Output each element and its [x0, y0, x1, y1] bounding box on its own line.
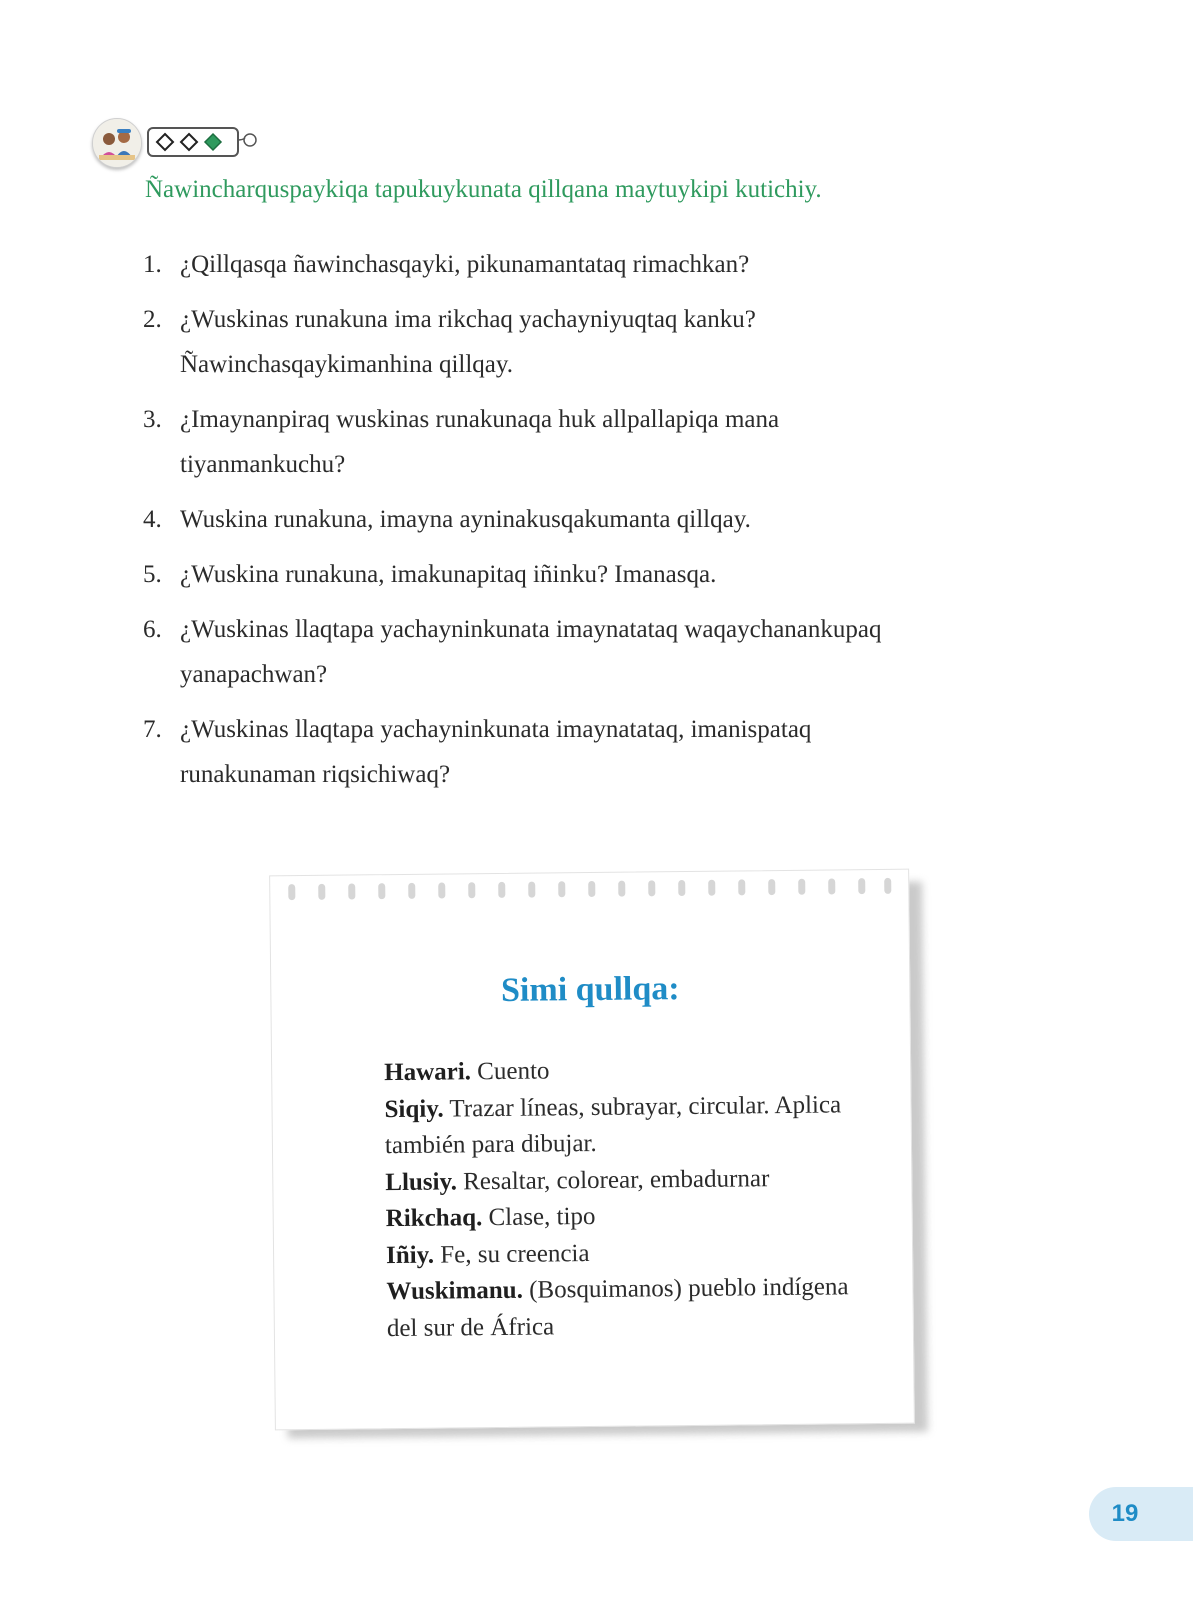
- question-number: 4.: [143, 506, 162, 533]
- question-text: Wuskina runakuna, imayna ayninakusqakumanta qillqay.: [180, 506, 751, 533]
- glossary-note: [269, 869, 915, 1431]
- question-number: 3.: [143, 406, 162, 433]
- glossary-term: Hawari.: [384, 1058, 472, 1087]
- page-number-tab: [1089, 1487, 1193, 1541]
- question-item: [143, 707, 1043, 797]
- question-number: 6.: [143, 616, 162, 643]
- question-text: ¿Wuskinas llaqtapa yachayninkunata imaynatataq, imanispataq: [180, 716, 812, 743]
- question-item: [143, 297, 1043, 387]
- question-text: ¿Wuskinas llaqtapa yachayninkunata imaynatataq waqaychanankupaq: [180, 616, 882, 643]
- question-item: [143, 242, 1043, 287]
- question-text-continued: tiyanmankuchu?: [180, 451, 346, 478]
- glossary-definition: Fe, su creencia: [440, 1239, 590, 1269]
- students-avatar-icon: [92, 118, 142, 168]
- glossary-term: Iñiy.: [385, 1241, 435, 1269]
- glossary-entries: [384, 1050, 857, 1347]
- glossary-title: Simi qullqa:: [500, 970, 680, 1009]
- page-number: 19: [1111, 1500, 1139, 1527]
- question-number: 1.: [143, 251, 162, 278]
- question-item: [143, 397, 1043, 487]
- question-text-continued: Ñawinchasqaykimanhina qillqay.: [180, 351, 514, 378]
- question-text: ¿Imaynanpiraq wuskinas runakunaqa huk allpallapiqa mana: [180, 406, 780, 433]
- glossary-entry: [384, 1050, 854, 1091]
- glossary-definition: Trazar líneas, subrayar, circular. Aplica también para dibujar.: [384, 1090, 842, 1160]
- question-text-continued: yanapachwan?: [180, 661, 328, 688]
- activity-instruction: Ñawincharquspaykiqa tapukuykunata qillqana maytuykipi kutichiy.: [145, 176, 822, 203]
- glossary-entry: [386, 1269, 857, 1347]
- question-number: 2.: [143, 306, 162, 333]
- activity-header-icons: [92, 118, 272, 168]
- question-item: [143, 552, 1043, 597]
- question-item: [143, 497, 1043, 542]
- glossary-entry: [384, 1087, 855, 1165]
- glossary-term: Siqiy.: [384, 1095, 444, 1123]
- glossary-definition: Cuento: [477, 1057, 550, 1086]
- question-item: [143, 607, 1043, 697]
- question-text-continued: runakunaman riqsichiwaq?: [180, 761, 451, 788]
- glossary-entry: [386, 1196, 856, 1237]
- glossary-definition: Resaltar, colorear, embadurnar: [463, 1164, 770, 1195]
- question-text: ¿Wuskinas runakuna ima rikchaq yachayniyuqtaq kanku?: [180, 306, 756, 333]
- question-text: ¿Wuskina runakuna, imakunapitaq iñinku? Imanasqa.: [180, 561, 717, 588]
- level-diamonds-icon: [147, 127, 239, 157]
- question-list: [143, 242, 1043, 807]
- glossary-definition: Clase, tipo: [488, 1202, 596, 1232]
- glossary-definition: (Bosquimanos) pueblo indígena del sur de África: [386, 1273, 849, 1342]
- question-number: 5.: [143, 561, 162, 588]
- glossary-term: Rikchaq.: [385, 1204, 483, 1233]
- tag-string-icon: [237, 130, 257, 154]
- glossary-term: Wuskimanu.: [386, 1276, 524, 1306]
- question-text: ¿Qillqasqa ñawinchasqayki, pikunamantataq rimachkan?: [180, 251, 750, 278]
- glossary-entry: [386, 1233, 856, 1274]
- question-number: 7.: [143, 716, 162, 743]
- notebook-holes: [284, 878, 896, 906]
- glossary-term: Llusiy.: [385, 1167, 458, 1196]
- glossary-entry: [385, 1160, 855, 1201]
